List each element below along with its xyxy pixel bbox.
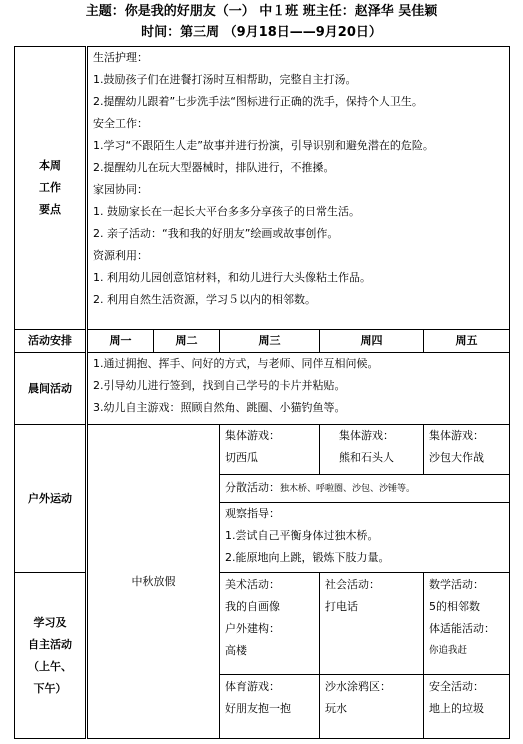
morning-content [87, 353, 510, 425]
goal-item: 1.鼓励孩子们在进餐打汤时互相帮助，完整自主打汤。 [93, 73, 357, 86]
goal-heading: 生活护理： [93, 51, 148, 64]
goal-item: 2.提醒幼儿在玩大型器械时，排队进行，不推搡。 [93, 161, 335, 174]
day-header-thu: 周四 [320, 330, 424, 353]
activity-thu-1: 社会活动： 打电话 [320, 573, 424, 675]
activity-wed-1: 美术活动： 我的自画像 户外建构： 高楼 [220, 573, 320, 675]
group-game-thu: 集体游戏： 熊和石头人 [320, 425, 424, 475]
goal-item: 2. 亲子活动：“我和我的好朋友”绘画或故事创作。 [93, 227, 339, 240]
morning-label: 晨间活动 [15, 353, 87, 425]
holiday-cell: 中秋放假 [87, 425, 220, 739]
schedule-header-row [15, 330, 510, 353]
goal-heading: 家园协同： [93, 183, 148, 196]
activity-fri-2: 安全活动： 地上的垃圾 [424, 675, 510, 739]
morning-row [15, 353, 510, 425]
observation-cell: 观察指导： 1.尝试自己平衡身体过独木桥。 2.能原地向上跳，锻炼下肢力量。 [220, 503, 510, 573]
goal-item: 1. 鼓励家长在一起长大平台多多分享孩子的日常生活。 [93, 205, 360, 218]
day-header-fri: 周五 [424, 330, 510, 353]
outdoor-row-1 [15, 425, 510, 475]
goals-content [87, 47, 510, 330]
goal-item: 2. 利用自然生活资源，学习５以内的相邻数。 [93, 293, 316, 306]
goals-row [15, 47, 510, 330]
group-game-fri: 集体游戏： 沙包大作战 [424, 425, 510, 475]
day-header-mon: 周一 [87, 330, 154, 353]
morning-item: 3.幼儿自主游戏：照顾自然角、跳圈、小猫钓鱼等。 [93, 401, 346, 414]
weekly-plan-table [14, 46, 510, 739]
morning-item: 1.通过拥抱、挥手、问好的方式，与老师、同伴互相问候。 [93, 357, 379, 370]
group-game-wed: 集体游戏： 切西瓜 [220, 425, 320, 475]
plan-date-range: 时间：第三周 （9月18日——9月20日） [141, 25, 382, 40]
goal-item: 1.学习“不跟陌生人走”故事并进行扮演，引导识别和避免潜在的危险。 [93, 139, 434, 152]
free-play-cell: 分散活动：独木桥、呼啦圈、沙包、沙锤等。 [220, 475, 510, 503]
activity-fri-1: 数学活动： 5的相邻数 体适能活动： 你追我赶 [424, 573, 510, 675]
goal-item: 1. 利用幼儿园创意馆材料，和幼儿进行大头像粘土作品。 [93, 271, 371, 284]
plan-title: 主题：你是我的好朋友（一） 中１班 班主任：赵泽华 吴佳颖 [85, 4, 438, 19]
morning-item: 2.引导幼儿进行签到，找到自己学号的卡片并粘贴。 [93, 379, 346, 392]
day-header-tue: 周二 [154, 330, 220, 353]
schedule-label: 活动安排 [15, 330, 87, 353]
goal-heading: 资源利用： [93, 249, 148, 262]
goal-heading: 安全工作： [93, 117, 148, 130]
goal-item: 2.提醒幼儿跟着”七步洗手法“图标进行正确的洗手，保持个人卫生。 [93, 95, 423, 108]
study-label: 学习及 自主活动 （上午、 下午） [15, 573, 87, 739]
activity-wed-2: 体育游戏： 好朋友抱一抱 [220, 675, 320, 739]
outdoor-label: 户外运动 [15, 425, 87, 573]
day-header-wed: 周三 [220, 330, 320, 353]
free-play-items: 独木桥、呼啦圈、沙包、沙锤等。 [280, 484, 416, 494]
goals-label: 本周 工作 要点 [15, 47, 87, 330]
activity-thu-2: 沙水涂鸦区： 玩水 [320, 675, 424, 739]
